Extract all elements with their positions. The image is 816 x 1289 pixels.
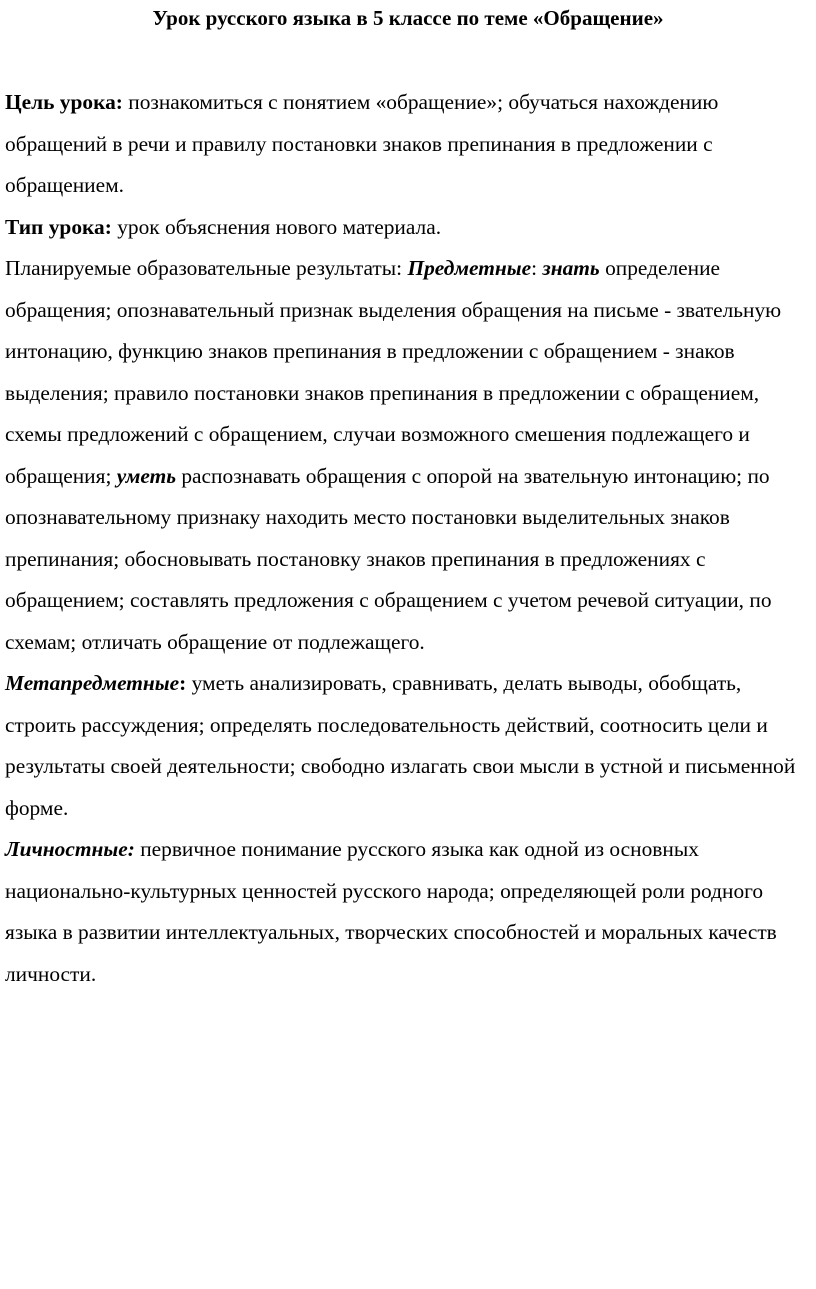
subject-results-label: Предметные [407,256,532,280]
meta-colon: : [179,671,187,695]
type-label: Тип урока: [5,214,112,239]
meta-text: уметь анализировать, сравнивать, делать выводы, обобщать, строить рассуждения; определять последовательность действий, соотносить цели и результаты своей деятельности; свободно излагать свои мысли в устной и письменной форме. [5,671,796,820]
personal-paragraph [5,829,811,995]
know-label: знать [542,256,600,280]
can-label: уметь [116,463,177,488]
document-body [5,82,811,995]
results-paragraph [5,248,811,663]
type-paragraph [5,207,811,249]
results-intro: Планируемые образовательные результаты: [5,256,408,280]
subject-results-colon: : [531,256,543,280]
document-page [5,0,811,995]
goal-label: Цель урока: [5,90,123,114]
meta-paragraph [5,663,811,829]
goal-paragraph [5,82,811,207]
know-text: определение обращения; опознавательный признак выделения обращения на письме - звательную интонацию, функцию знаков препинания в предложении с обращением - знаков выделения; правило постановки знаков препинания в предложении с обращением, схемы предложений с обращением, случаи возможного смешения подлежащего и обращения; [5,256,782,488]
goal-text: познакомиться с понятием «обращение»; обучаться нахождению обращений в речи и правилу постановки знаков препинания в предложении с обращением. [5,90,719,197]
document-title: Урок русского языка в 5 классе по теме «Обращение» [152,6,664,30]
meta-label: Метапредметные [5,671,180,695]
personal-label: Личностные: [5,837,135,861]
can-text: распознавать обращения с опорой на звательную интонацию; по опознавательному признаку находить место постановки выделительных знаков препинания; обосновывать постановку знаков препинания в предложениях с обращением; составлять предложения с обращением с учетом речевой ситуации, по схемам; отличать обращение от подлежащего. [5,463,772,654]
personal-text: первичное понимание русского языка как одной из основных национально-культурных ценностей русского народа; определяющей роли родного языка в развитии интеллектуальных, творческих способностей и моральных качеств личности. [5,837,777,986]
type-text: урок объяснения нового материала. [111,214,442,239]
